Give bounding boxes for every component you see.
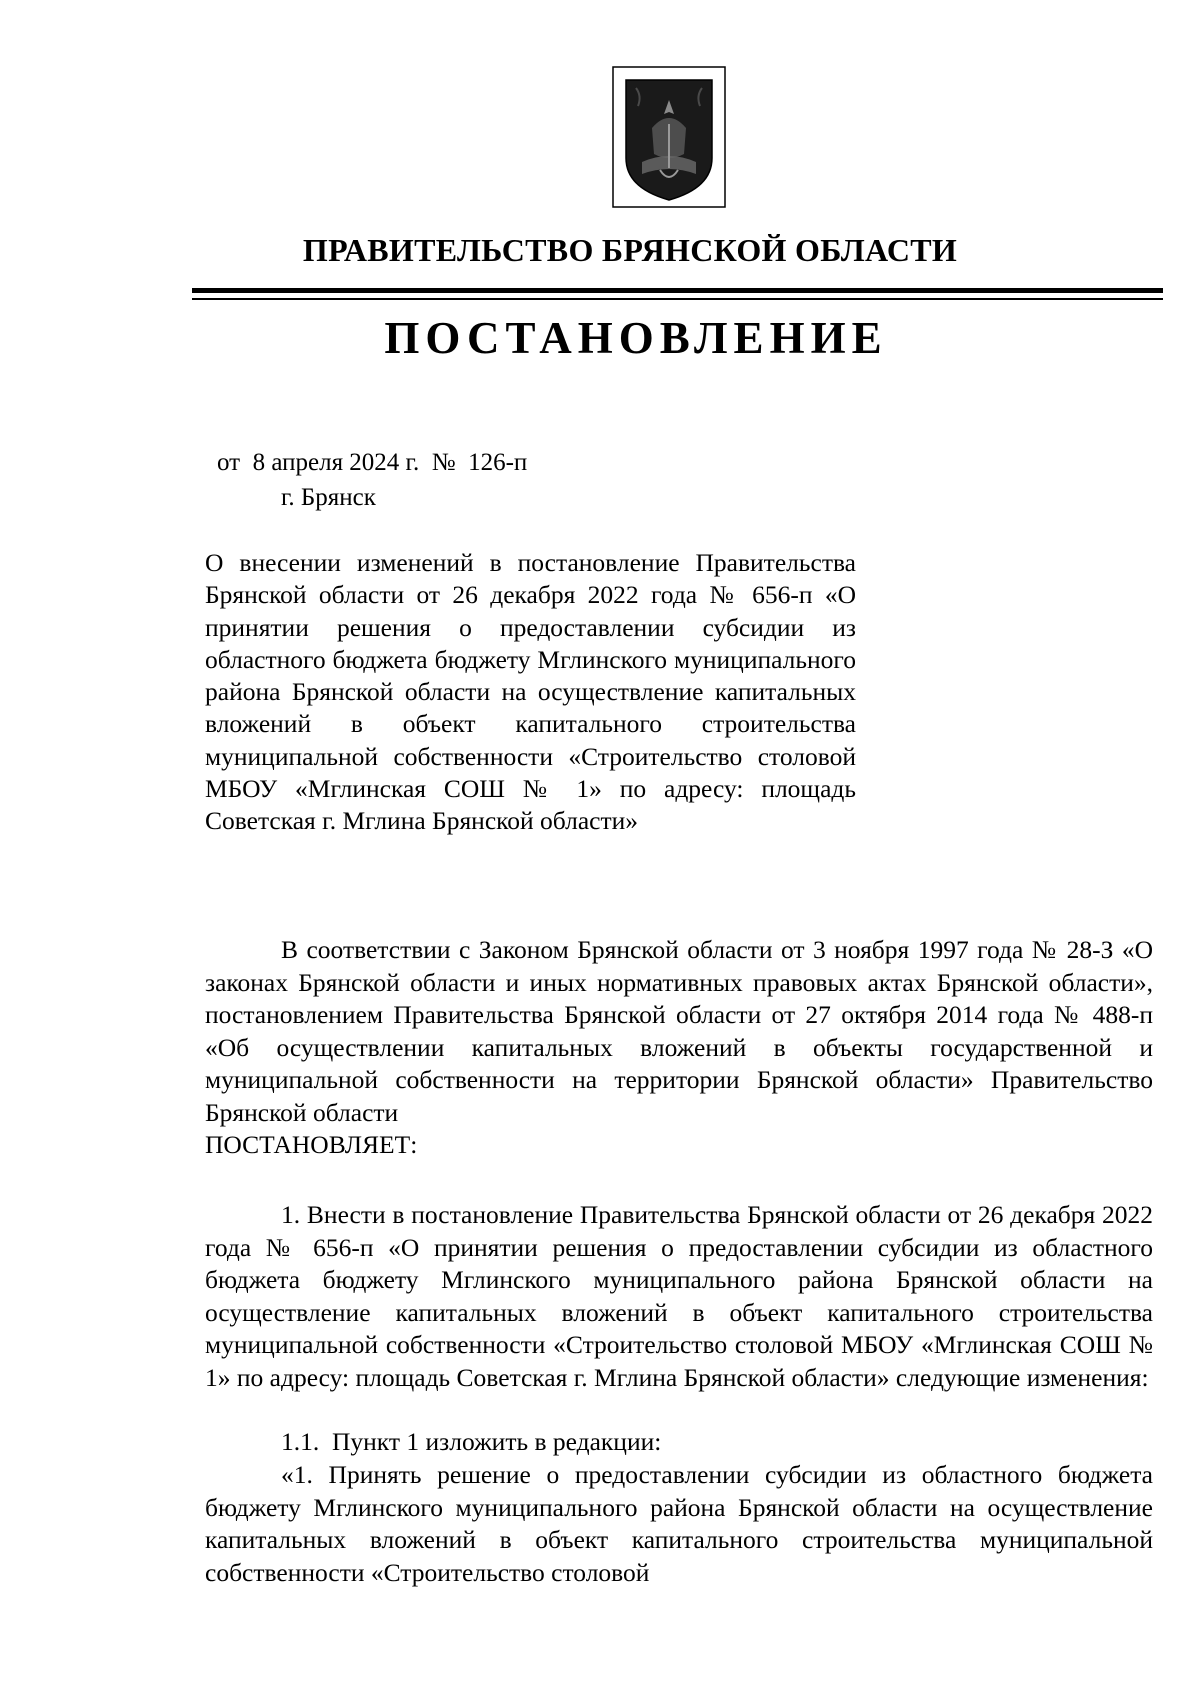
city: г. Брянск bbox=[281, 484, 376, 511]
resolves-keyword: ПОСТАНОВЛЯЕТ: bbox=[205, 1130, 418, 1159]
legal-basis-paragraph bbox=[205, 934, 1153, 1130]
government-title: ПРАВИТЕЛЬСТВО БРЯНСКОЙ ОБЛАСТИ bbox=[302, 232, 958, 268]
document-subject: О внесении изменений в постановление Правительства Брянской области от 26 декабря 2022 года № 656-п «О принятии решения о предоставлении субсидии из областного бюджета бюджету Мглинского муниципального района Брянской области на осуществление капитальных вложений в объект капитального строительства муниципальной собственности «Строительство столовой МБОУ «Мглинская СОШ № 1» по адресу: площадь Советская г. Мглина Брянской области» bbox=[205, 548, 856, 836]
quoted-item-paragraph bbox=[205, 1459, 1153, 1589]
coat-of-arms-icon bbox=[612, 66, 726, 208]
legal-basis-text: В соответствии с Законом Брянской области от 3 ноября 1997 года № 28-З «О законах Брянской области и иных нормативных правовых актах Брянской области», постановлением Правительства Брянской области от 27 октября 2014 года № 488-п «Об осуществлении капитальных вложений в объекты государственной и муниципальной собственности на территории Брянской области» Правительство Брянской области bbox=[205, 935, 1153, 1127]
document-type-heading: ПОСТАНОВЛЕНИЕ bbox=[384, 313, 888, 363]
item-1-text: 1. Внести в постановление Правительства Брянской области от 26 декабря 2022 года № 656-п «О принятии решения о предоставлении субсидии из областного бюджета бюджету Мглинского муниципального района Брянской области на осуществление капитальных вложений в объект капитального строительства муниципальной собственности «Строительство столовой МБОУ «Мглинская СОШ № 1» по адресу: площадь Советская г. Мглина Брянской области» следующие изменения: bbox=[205, 1200, 1153, 1392]
date-and-number: от 8 апреля 2024 г. № 126-п bbox=[217, 449, 528, 476]
header-rule-thin bbox=[192, 298, 1163, 300]
quoted-item-text: «1. Принять решение о предоставлении субсидии из областного бюджета бюджету Мглинского муниципального района Брянской области на осуществление капитальных вложений в объект капитального строительства муниципальной собственности «Строительство столовой bbox=[205, 1460, 1153, 1587]
item-1-paragraph bbox=[205, 1199, 1153, 1395]
item-1-1-text: 1.1. Пункт 1 изложить в редакции: bbox=[281, 1427, 662, 1456]
header-rule-thick bbox=[192, 288, 1163, 293]
